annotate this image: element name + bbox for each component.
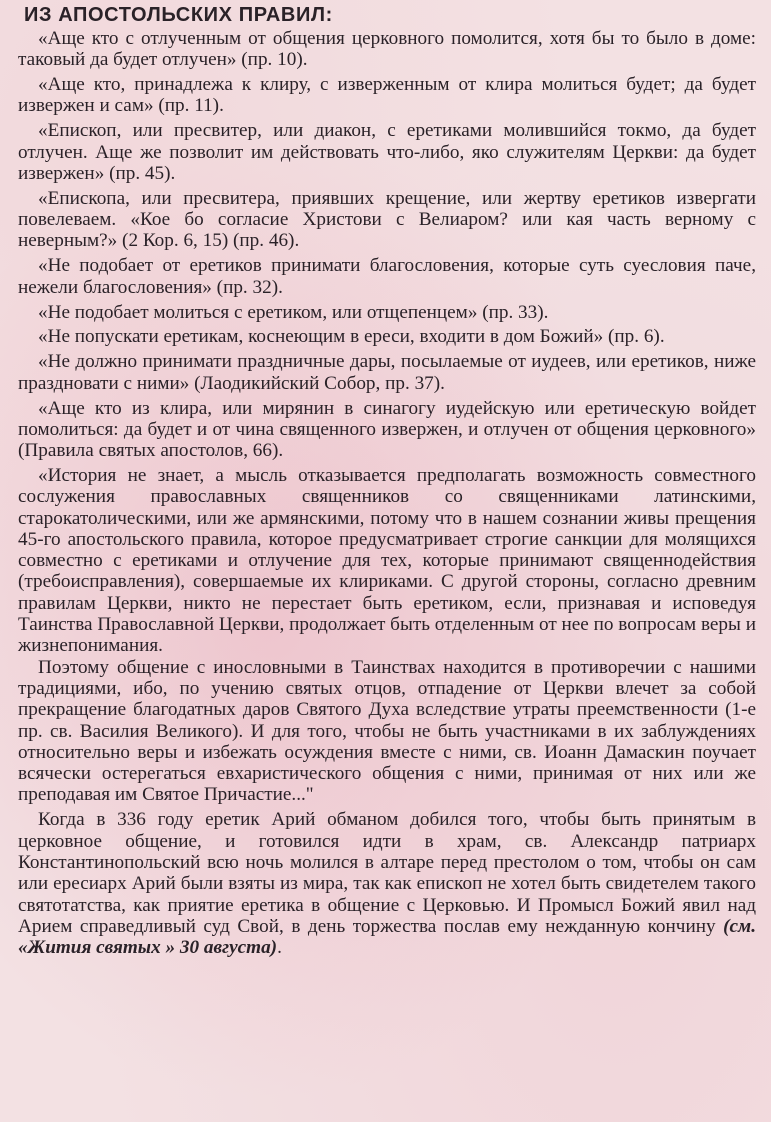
paragraph: «История не знает, а мысль отказывается предполагать возможность совместного сослужения православных священников со священниками латинскими, старокатолическими, или же армянскими, потому что в нашем сознании живы прещения 45-го апостольского правила, которое предусматривает строгие санкции для молящихся совместно с еретиками и отлучение для тех, которые принимают священнодействия (требоисправления), совершаемые их клириками. С другой стороны, согласно древним правилам Церкви, никто не перестает быть еретиком, если, признавая и исповедуя Таинства Православной Церкви, продолжает быть отделенным от нее по вопросам веры и жизнепонимания. (18, 464, 756, 657)
section-heading: ИЗ АПОСТОЛЬСКИХ ПРАВИЛ: (24, 4, 333, 26)
paragraph: «Не попускати еретикам, коснеющим в ереси, входити в дом Божий» (пр. 6). (38, 326, 665, 348)
paragraph: «Не подобает от еретиков принимати благословения, которые суть суесловия паче, нежели благословения» (пр. 32). (18, 255, 756, 298)
closing-paragraph-text: Когда в 336 году еретик Арий обманом добился того, чтобы быть принятым в церковное общение, и готовился идти в храм, св. Александр патриарх Константинопольский всю ночь молился в алтаре перед престолом о том, чтобы он сам или ересиарх Арий были взяты из мира, так как епископ не хотел быть свидетелем такого святотатства, как приятие еретика в общение с Церковью. И Промысл Божий явил над Арием справедливый суд Свой, в день торжества послав ему нежданную кончину (18, 809, 756, 937)
closing-paragraph (18, 809, 756, 958)
paragraph: «Аще кто, принадлежа к клиру, с изверженным от клира молиться будет; да будет извержен и сам» (пр. 11). (18, 74, 756, 117)
lives-of-saints-citation: (см. «Жития святых » 30 августа) (18, 915, 756, 959)
paragraph: «Епископ, или пресвитер, или диакон, с еретиками молившийся токмо, да будет отлучен. Аще же позволит им действовать что-либо, яко служителям Церкви: да будет извержен» (пр. 45). (18, 120, 756, 184)
paragraph: «Не должно принимати праздничные дары, посылаемые от иудеев, или еретиков, ниже праздновати с ними» (Лаодикийский Собор, пр. 37). (18, 351, 756, 394)
paragraph: «Не подобает молиться с еретиком, или отщепенцем» (пр. 33). (38, 301, 549, 323)
document-body (18, 4, 756, 962)
paragraph: Поэтому общение с инословными в Таинствах находится в противоречии с нашими традициями, ибо, по учению святых отцов, отпадение от Церкви влечет за собой прекращение благодатных даров Святого Духа вследствие утраты преемственности (1-е пр. св. Василия Великого). И для того, чтобы не быть участниками в их заблуждениях относительно веры и избежать осуждения вместе с ними, св. Иоанн Дамаскин поучает всячески остерегаться евхаристического общения с ними, принимая от них или же преподавая им Святое Причастие..." (18, 656, 756, 806)
paragraph: «Аще кто с отлученным от общения церковного помолится, хотя бы то было в доме: таковый да будет отлучен» (пр. 10). (18, 28, 756, 71)
closing-period: . (277, 937, 282, 959)
paragraph: «Епископа, или пресвитера, приявших крещение, или жертву еретиков извергати повелеваем. «Кое бо согласие Христови с Велиаром? или кая часть верному с неверным?» (2 Кор. 6, 15) (пр. 46). (18, 187, 756, 252)
paragraph: «Аще кто из клира, или мирянин в синагогу иудейскую или еретическую войдет помолиться: да будет и от чина священного извержен, и отлучен от общения церковного» (Правила святых апостолов, 66). (18, 397, 756, 462)
